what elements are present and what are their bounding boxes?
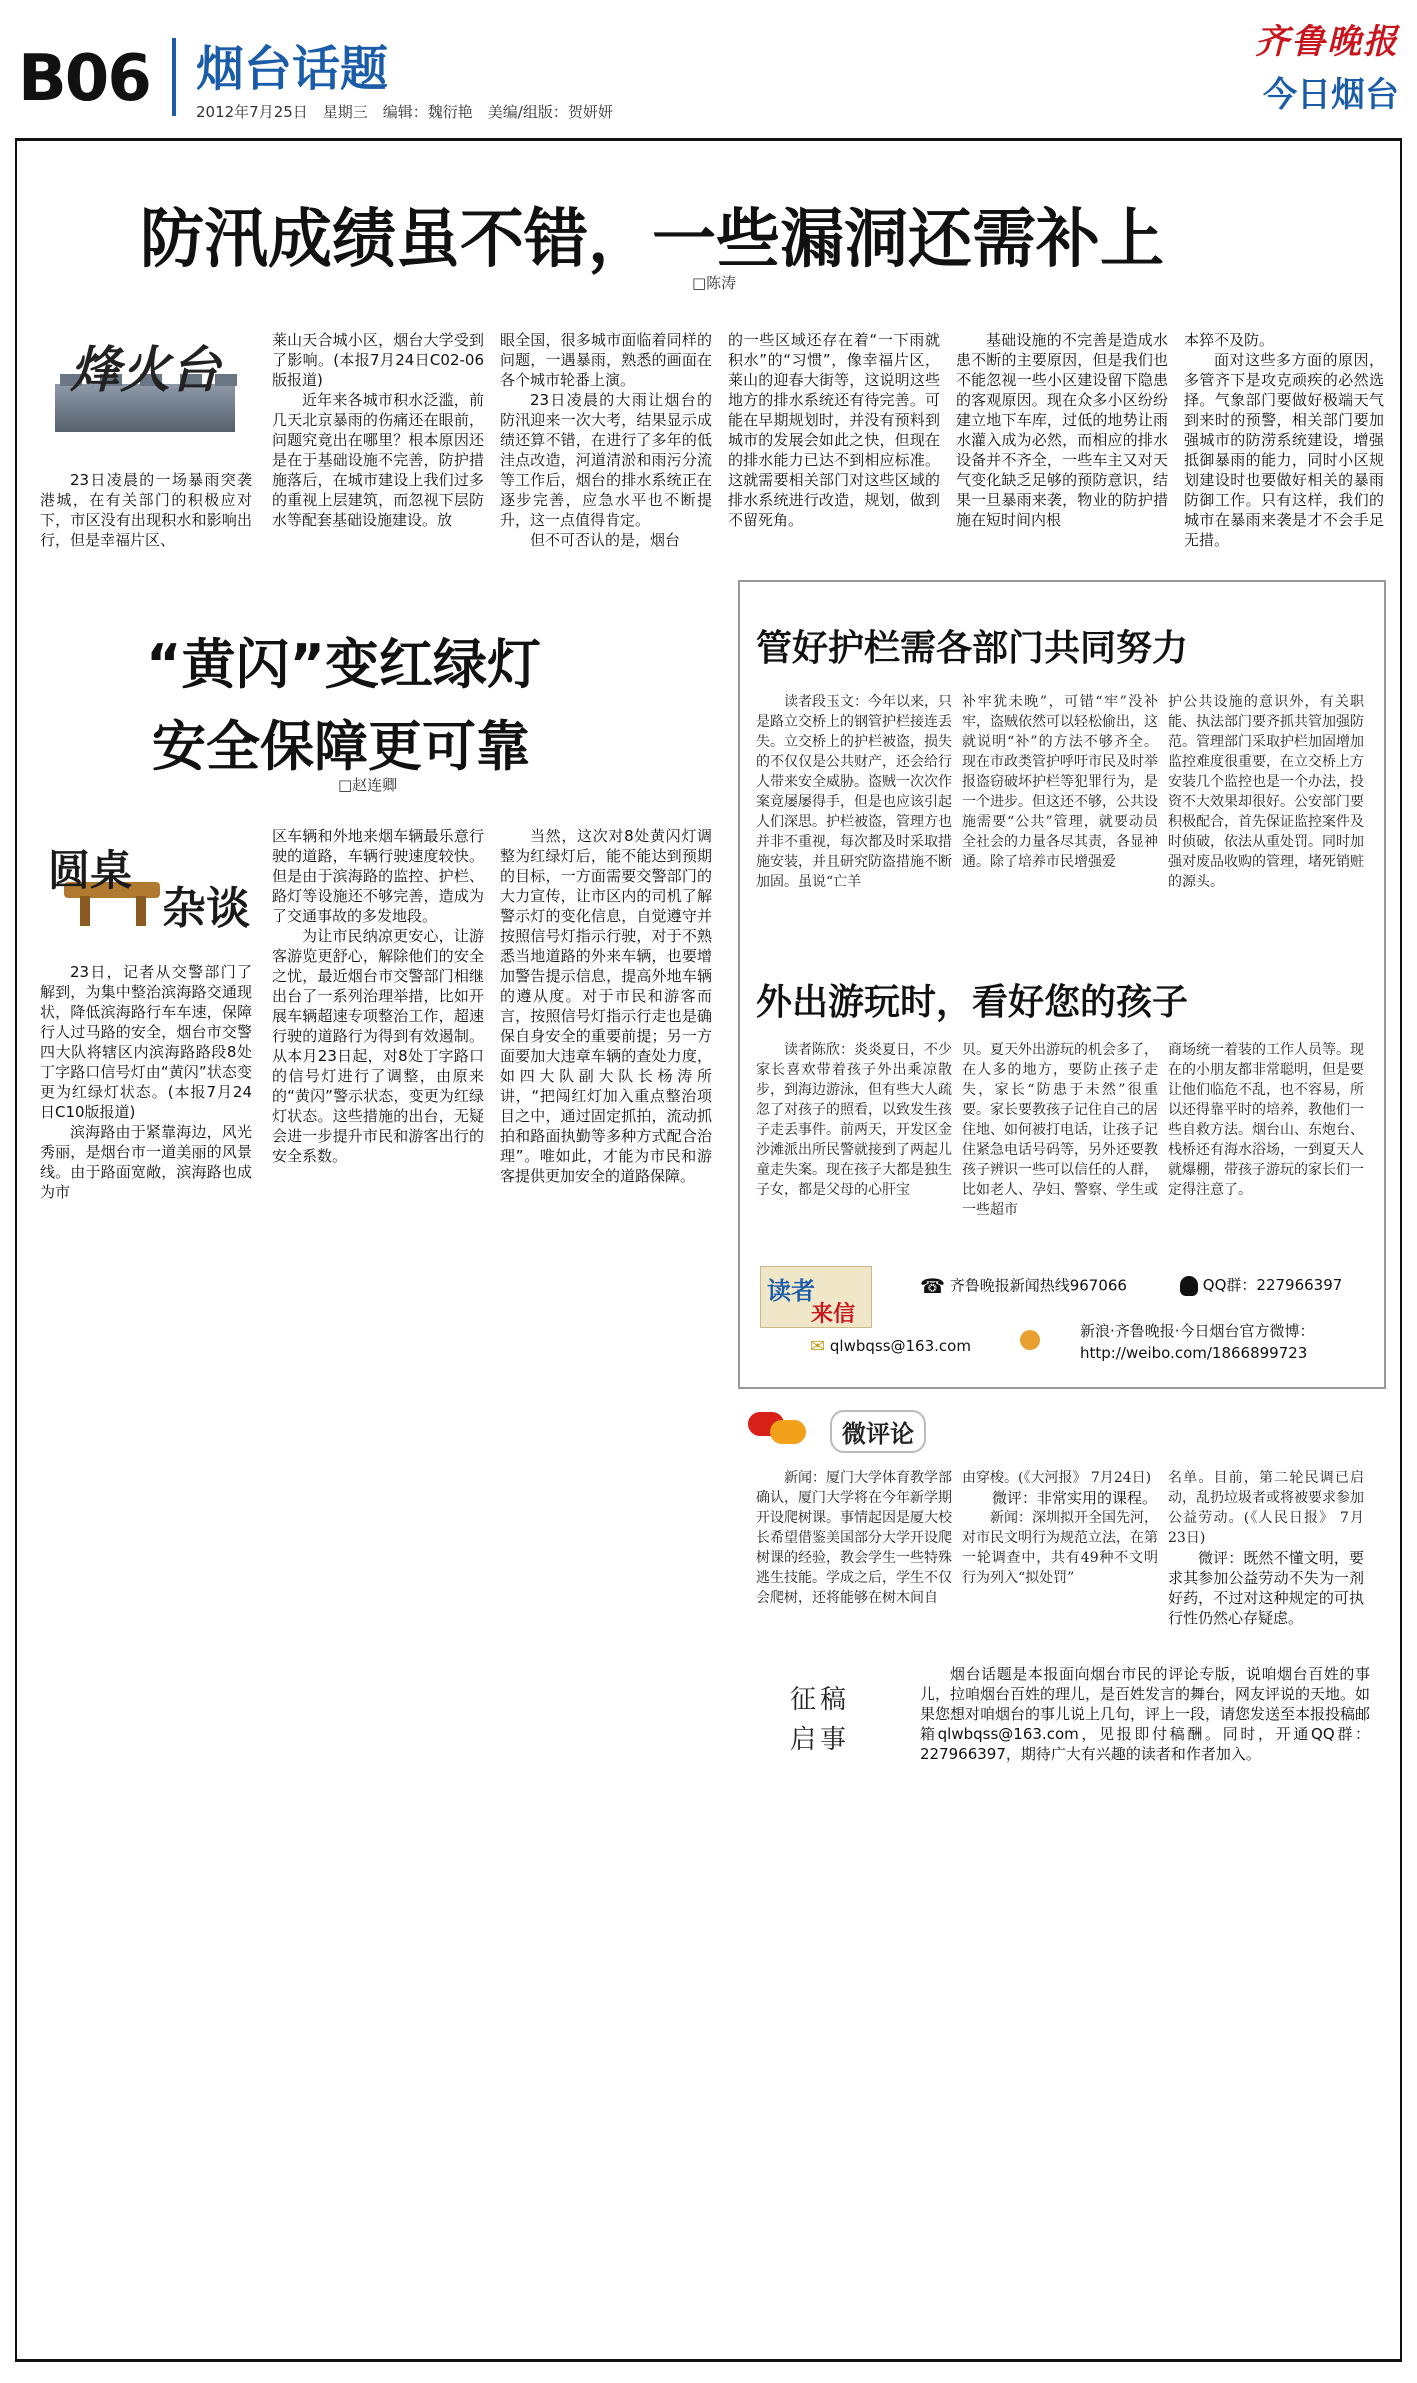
paragraph: 近年来各城市积水泛滥，前几天北京暴雨的伤痛还在眼前，问题究竟出在哪里？根本原因还是在于基础设施不完善，防护措施落后，在城市建设上我们过多的重视上层建筑，而忽视下层防水等配套基础设施建设。放 <box>272 391 484 529</box>
hotline-text: 齐鲁晚报新闻热线967066 <box>949 1276 1127 1295</box>
paragraph: 为让市民纳凉更安心，让游客游览更舒心，解除他们的安全之忧，最近烟台市交警部门相继出台了一系列治理举措，比如开展车辆超速专项整治工作，超速行驶的道路行为得到有效遏制。从本月23日起，对8处丁字路口的信号灯进行了调整，由原来的“黄闪”警示状态，变更为红绿灯状态。这些措施的出台，无疑会进一步提升市民和游客出行的安全系数。 <box>272 927 484 1165</box>
table-leg <box>80 896 90 926</box>
letter1-headline: 管好护栏需各部门共同努力 <box>756 628 1189 669</box>
weibo <box>1080 1320 1370 1364</box>
paragraph: 23日凌晨的大雨让烟台的防汛迎来一次大考，结果显示成绩还算不错，在进行了多年的低洼点改造，河道清淤和雨污分流等工作后，烟台的排水系统正在逐步完善，应急水平也不断提升，这一点值得肯定。 <box>500 391 712 529</box>
paragraph: 本猝不及防。 <box>1184 331 1275 349</box>
main-col-3 <box>500 330 712 550</box>
letter2-headline: 外出游玩时，看好您的孩子 <box>756 982 1189 1023</box>
paragraph: 新闻：深圳拟开全国先河，对市民文明行为规范立法，在第一轮调查中，共有49种不文明行为列入“拟处罚” <box>962 1510 1158 1586</box>
weibo-url: http://weibo.com/1866899723 <box>1080 1344 1308 1362</box>
main-col-5 <box>956 330 1168 530</box>
logo-laixin: 来信 <box>811 1301 856 1327</box>
story2-headline-1: “黄闪”变红绿灯 <box>146 633 541 696</box>
logo-duzhe: 读者 <box>767 1276 815 1305</box>
yuanzhuo-label: 圆桌 <box>48 846 133 895</box>
paragraph: 微评：非常实用的课程。 <box>992 1489 1158 1507</box>
solicitation-label-1: 征稿 <box>790 1685 851 1715</box>
paragraph: 当然，这次对8处黄闪灯调整为红绿灯后，能不能达到预期的目标，一方面需要交警部门的大力宣传，让市区内的司机了解警示灯的变化信息，自觉遵守并按照信号灯指示行驶，对于不熟悉当地道路的外来车辆，也要增加警告提示信息，提高外地车辆的遵从度。对于市民和游客而言，按照信号灯指示行走也是确保自身安全的重要前提；另一方面要加大违章车辆的查处力度，如四大队副大队长杨涛所讲，“把闯红灯加入重点整治项目之中，通过固定抓拍，流动抓拍和路面执勤等多种方式配合治理”。唯如此，才能为市民和游客提供更加安全的道路保障。 <box>500 827 712 1185</box>
qq-text: QQ群：227966397 <box>1202 1276 1343 1294</box>
paragraph: 由穿梭。(《大河报》 7月24日) <box>962 1470 1152 1486</box>
paragraph: 名单。目前，第二轮民调已启动，乱扔垃圾者或将被要求参加公益劳动。(《人民日报》 7月23日) <box>1168 1470 1364 1546</box>
solicitation-label-2: 启事 <box>790 1725 851 1755</box>
solicitation-label <box>790 1680 850 1760</box>
paragraph: 护公共设施的意识外，有关职能、执法部门要齐抓共管加强防范。管理部门采取护栏加固增加监控难度很重要，在立交桥上方安装几个监控也是一个办法，投资不大效果却很好。公安部门要积极配合，首先保证监控案件及时侦破，依法从重处罚。同时加强对废品收购的管理，堵死销赃的源头。 <box>1168 694 1364 890</box>
paragraph: 眼全国，很多城市面临着同样的问题，一遇暴雨，熟悉的画面在各个城市轮番上演。 <box>500 331 712 389</box>
wpl-col-3 <box>1168 1468 1364 1628</box>
paragraph: 区车辆和外地来烟车辆最乐意行驶的道路，车辆行驶速度较快。但是由于滨海路的监控、护栏、路灯等设施还不够完善，造成为了交通事故的多发地段。 <box>272 827 484 925</box>
weipinglun-text: 微评论 <box>842 1420 914 1448</box>
paragraph: 的一些区域还存在着“一下雨就积水”的“习惯”，像幸福片区，莱山的迎春大街等，这说明这些地方的排水系统还有待完善。可能在早期规划时，并没有预料到城市的发展会如此之快，但现在的排水能力已达不到相应标准。这就需要相关部门对这些区域的排水系统进行改造，规划，做到不留死角。 <box>728 331 940 529</box>
comment-bubble-icon <box>770 1420 806 1444</box>
paragraph: 商场统一着装的工作人员等。现在的小朋友都非常聪明，但是要让他们临危不乱，也不容易，所以还得靠平时的培养，教他们一些自救方法。烟台山、东炮台、栈桥还有海水浴场，一到夏天人就爆棚，带孩子游玩的家长们一定得注意了。 <box>1168 1042 1364 1198</box>
paragraph: 莱山天合城小区，烟台大学受到了影响。(本报7月24日C02-06版报道) <box>272 331 484 389</box>
paragraph: 贝。夏天外出游玩的机会多了，在人多的地方，要防止孩子走失，家长“防患于未然”很重要。家长要教孩子记住自己的居住地、如何被打电话，让孩子记住紧急电话号码等，另外还要教孩子辨识一些可以信任的人群，比如老人、孕妇、警察、学生或一些超市 <box>962 1042 1158 1218</box>
paragraph: 23日，记者从交警部门了解到，为集中整治滨海路交通现状，降低滨海路行车车速，保障行人过马路的安全，烟台市交警四大队将辖区内滨海路路段8处丁字路口信号灯由“黄闪”状态变更为红绿灯状态。(本报7月24日C10版报道) <box>40 963 252 1121</box>
header-rule <box>15 138 1402 141</box>
main-col-6 <box>1184 330 1384 550</box>
page-number: B06 <box>18 42 150 116</box>
wpl-col-2 <box>962 1468 1158 1588</box>
logo-edition: 今日烟台 <box>1263 75 1399 115</box>
story2-col-1 <box>40 962 252 1202</box>
frame-bottom <box>15 2359 1402 2362</box>
paragraph: 烟台话题是本报面向烟台市民的评论专版，说咱烟台百姓的事儿，拉咱烟台百姓的理儿，是百姓发言的舞台，网友评说的天地。如果您想对咱烟台的事儿说上几句，评上一段，请您发送至本报投稿邮箱qlwbqss@163.com，见报即付稿酬。同时，开通QQ群：227966397，期待广大有兴趣的读者和作者加入。 <box>920 1665 1370 1763</box>
letter1-col-1 <box>756 692 952 892</box>
frame-left <box>15 141 17 2359</box>
letter2-col-1 <box>756 1040 952 1200</box>
paragraph: 滨海路由于紧靠海边，风光秀丽，是烟台市一道美丽的风景线。由于路面宽敞，滨海路也成为市 <box>40 1123 252 1201</box>
story2-headline-2: 安全保障更可靠 <box>152 715 530 778</box>
phone-icon: ☎ <box>920 1274 945 1298</box>
zatan-label: 杂谈 <box>162 883 250 934</box>
letter1-col-2 <box>962 692 1158 872</box>
solicitation-text <box>920 1664 1370 1764</box>
weibo-label: 新浪·齐鲁晚报·今日烟台官方微博： <box>1080 1322 1315 1340</box>
story2-byline: □赵连卿 <box>338 776 398 794</box>
paragraph: 但不可否认的是，烟台 <box>530 531 681 549</box>
story2-col-3 <box>500 826 712 1186</box>
main-headline: 防汛成绩虽不错，一些漏洞还需补上 <box>140 203 1164 277</box>
email <box>810 1336 971 1357</box>
paragraph: 面对这些多方面的原因，多管齐下是攻克顽疾的必然选择。气象部门要做好极端天气到来时的预警，相关部门要加强城市的防涝系统建设，增强抵御暴雨的能力，同时小区规划建设时也要做好相关的暴雨防御工作。只有这样，我们的城市在暴雨来袭是才不会手足无措。 <box>1184 351 1384 549</box>
paragraph: 23日凌晨的一场暴雨突袭港城，在有关部门的积极应对下，市区没有出现积水和影响出行，但是幸福片区、 <box>40 471 252 549</box>
table-leg <box>136 896 146 926</box>
fenghuotai-label: 烽火台 <box>70 341 220 399</box>
letter1-col-3 <box>1168 692 1364 892</box>
qq-penguin-icon <box>1180 1276 1198 1296</box>
letter2-col-3 <box>1168 1040 1364 1200</box>
logo-brand: 齐鲁晚报 <box>1255 22 1399 62</box>
main-col-2 <box>272 330 484 530</box>
main-byline: □陈涛 <box>692 274 737 292</box>
issue-meta: 2012年7月25日 星期三 编辑：魏衍艳 美编/组版：贺妍妍 <box>196 103 613 121</box>
letter2-col-2 <box>962 1040 1158 1220</box>
frame-right <box>1400 141 1402 2359</box>
paragraph: 读者段玉文：今年以来，只是路立交桥上的钢管护栏接连丢失。立交桥上的护栏被盗，损失的不仅仅是公共财产，还会给行人带来安全威胁。盗贼一次次作案竟屡屡得手，但是也应该引起人们深思。护栏被盗，管理方也并非不重视，每次都及时采取措施安装，并且研究防盗措施不断加固。虽说“亡羊 <box>756 694 952 890</box>
main-col-1 <box>40 470 252 550</box>
story2-col-2 <box>272 826 484 1166</box>
section-title: 烟台话题 <box>196 41 389 97</box>
paragraph: 微评：既然不懂文明，要求其参加公益劳动不失为一剂好药，不过对这种规定的可执行性仍然心存疑虑。 <box>1168 1549 1364 1627</box>
weibo-icon <box>1020 1330 1040 1350</box>
paragraph: 基础设施的不完善是造成水患不断的主要原因，但是我们也不能忽视一些小区建设留下隐患的客观原因。现在众多小区纷纷建立地下车库，过低的地势让雨水灌入成为必然，而相应的排水设备并不齐全，一些车主又对天气变化缺乏足够的预防意识，结果一旦暴雨来袭，物业的防护措施在短时间内根 <box>956 331 1168 529</box>
header-divider <box>172 38 176 116</box>
wpl-col-1 <box>756 1468 952 1608</box>
mail-icon: ✉ <box>810 1336 826 1357</box>
paragraph: 补牢犹未晚”，可错“牢”没补牢，盗贼依然可以轻松偷出，这就说明“补”的方法不够齐全。现在市政类管护呼吁市民及时举报盗窃破坏护栏等犯罪行为，是一个进步。但这还不够，公共设施需要“公共”管理，就要动员全社会的力量各尽其责，各显神通。除了培养市民增强爱 <box>962 694 1158 870</box>
fenghuotai-logo <box>40 322 250 452</box>
weipinglun-label <box>830 1410 926 1453</box>
hotline <box>920 1274 1127 1298</box>
paragraph: 新闻：厦门大学体育教学部确认，厦门大学将在今年新学期开设爬树课。事情起因是厦大校长希望借鉴美国部分大学开设爬树课的经验，教会学生一些特殊逃生技能。学成之后，学生不仅会爬树，还将能够在树木间自 <box>756 1470 952 1606</box>
reader-letters-logo <box>760 1266 872 1328</box>
paragraph: 读者陈欣：炎炎夏日，不少家长喜欢带着孩子外出乘凉散步，到海边游泳，但有些大人疏忽了对孩子的照看，以致发生孩子走丢事件。前两天，开发区金沙滩派出所民警就接到了两起儿童走失案。现在孩子大都是独生子女，都是父母的心肝宝 <box>756 1042 952 1198</box>
email-text: qlwbqss@163.com <box>829 1337 971 1355</box>
yuanzhuo-logo <box>40 838 250 958</box>
qq-group <box>1180 1274 1342 1296</box>
main-col-4 <box>728 330 940 530</box>
newspaper-logo <box>1255 14 1399 116</box>
